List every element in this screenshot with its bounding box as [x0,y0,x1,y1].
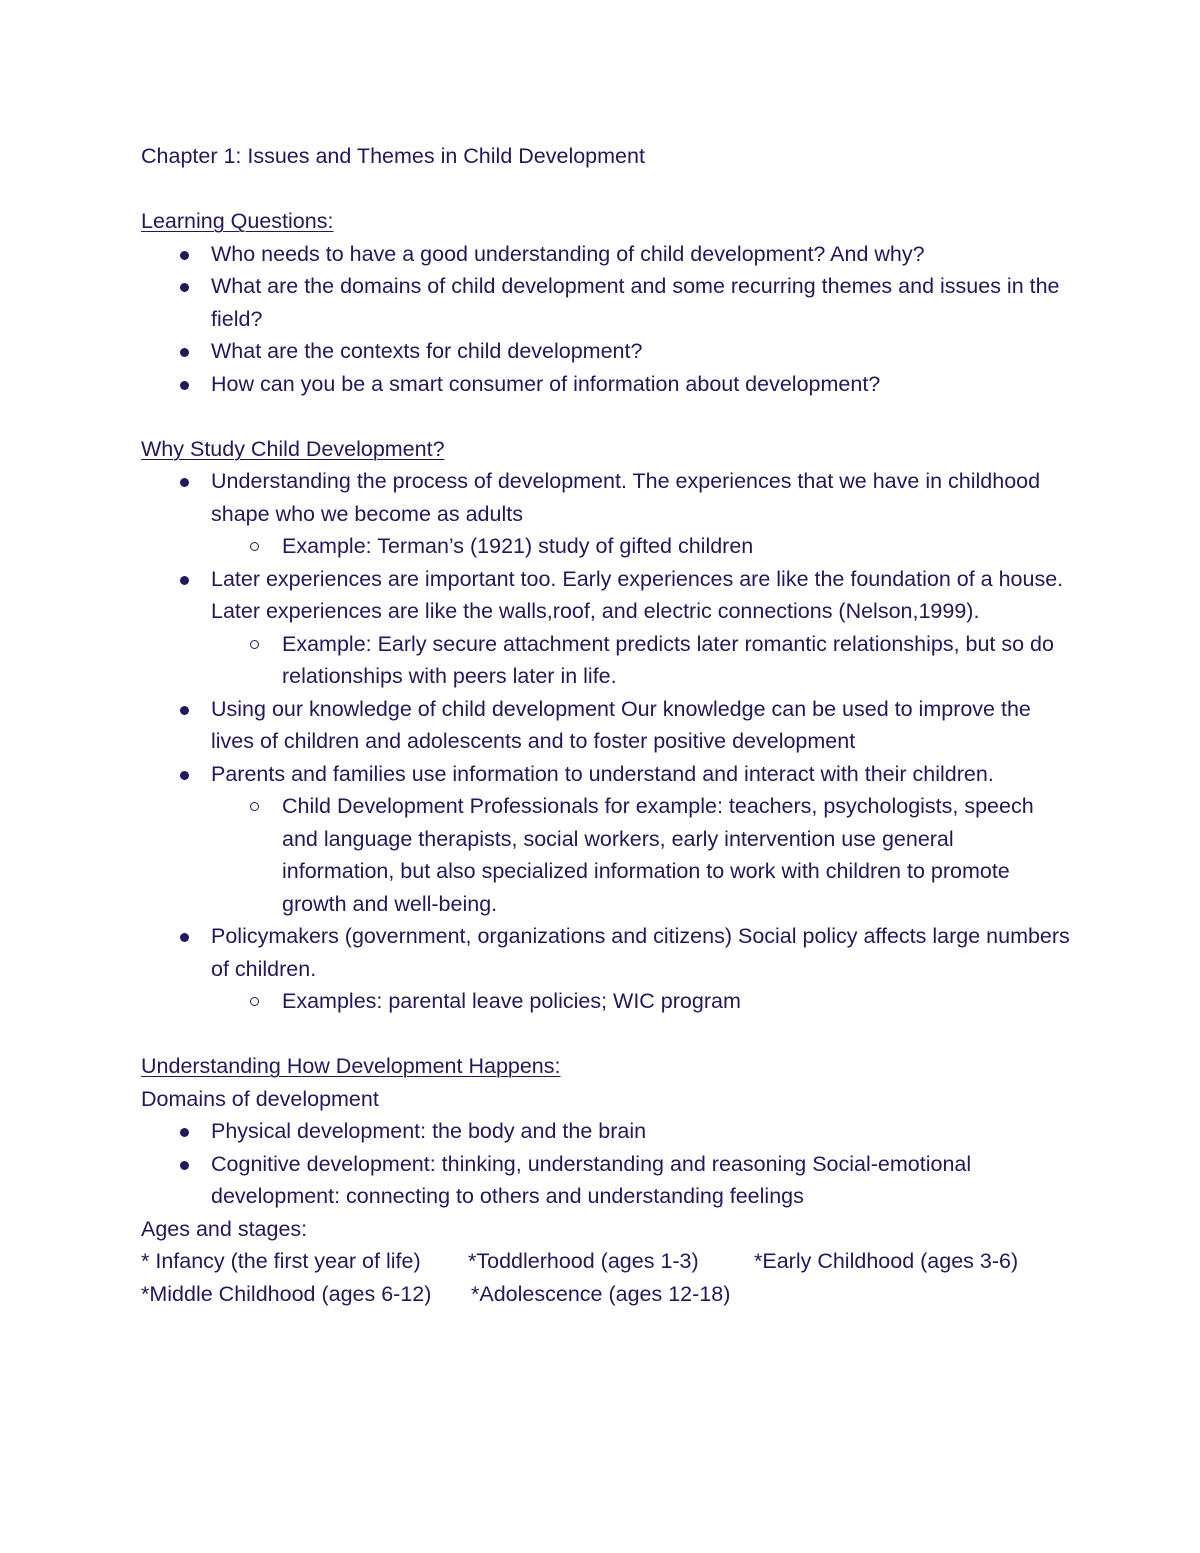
sub-list-item: Example: Terman’s (1921) study of gifted children [141,530,1071,563]
list-item: Using our knowledge of child development Our knowledge can be used to improve the lives of children and adolescents and to foster positive development [141,693,1071,758]
age-stage: * Infancy (the first year of life) [141,1249,421,1273]
list-item: Physical development: the body and the brain [141,1115,1071,1148]
age-stage: *Adolescence (ages 12-18) [471,1281,731,1306]
understanding-heading: Understanding How Development Happens: [141,1054,561,1078]
spacer [141,173,1071,206]
sub-list-item: Examples: parental leave policies; WIC program [141,985,1071,1018]
list-item: What are the domains of child development and some recurring themes and issues in the field? [141,270,1071,335]
list-item: Who needs to have a good understanding of child development? And why? [141,238,1071,271]
list-item: Later experiences are important too. Early experiences are like the foundation of a house. Later experiences are like the walls,roof, and electric connections (Nelson,1999). [141,563,1071,628]
list-item: Understanding the process of development. The experiences that we have in childhood shape who we become as adults [141,465,1071,530]
page-title: Chapter 1: Issues and Themes in Child Development [141,144,645,168]
age-stage: *Early Childhood (ages 3-6) [754,1249,1019,1273]
why-study-heading: Why Study Child Development? [141,436,445,461]
sub-list-item: Child Development Professionals for example: teachers, psychologists, speech and language therapists, social workers, early intervention use general information, but also specialized information to work with children to promote growth and well-being. [141,790,1071,920]
list-item: Policymakers (government, organizations and citizens) Social policy affects large numbers of children. [141,920,1071,985]
ages-line-1 [141,1245,1071,1278]
list-item: How can you be a smart consumer of information about development? [141,368,1071,401]
learning-questions-heading: Learning Questions: [141,209,334,233]
age-stage: *Toddlerhood (ages 1-3) [468,1249,699,1273]
spacer [141,1018,1071,1051]
ages-label: Ages and stages: [141,1216,308,1241]
document-page [141,140,1071,1310]
age-stage: *Middle Childhood (ages 6-12) [141,1281,432,1306]
list-item: Parents and families use information to understand and interact with their children. [141,758,1071,791]
why-study-list [141,465,1071,1018]
sub-list-item: Example: Early secure attachment predicts later romantic relationships, but so do relationships with peers later in life. [141,628,1071,693]
domains-list [141,1115,1071,1213]
ages-line-2 [141,1278,1071,1311]
domains-label: Domains of development [141,1086,379,1111]
list-item: Cognitive development: thinking, understanding and reasoning Social-emotional development: connecting to others and understanding feelings [141,1148,1071,1213]
spacer [141,400,1071,433]
learning-questions-list [141,238,1071,401]
list-item: What are the contexts for child development? [141,335,1071,368]
